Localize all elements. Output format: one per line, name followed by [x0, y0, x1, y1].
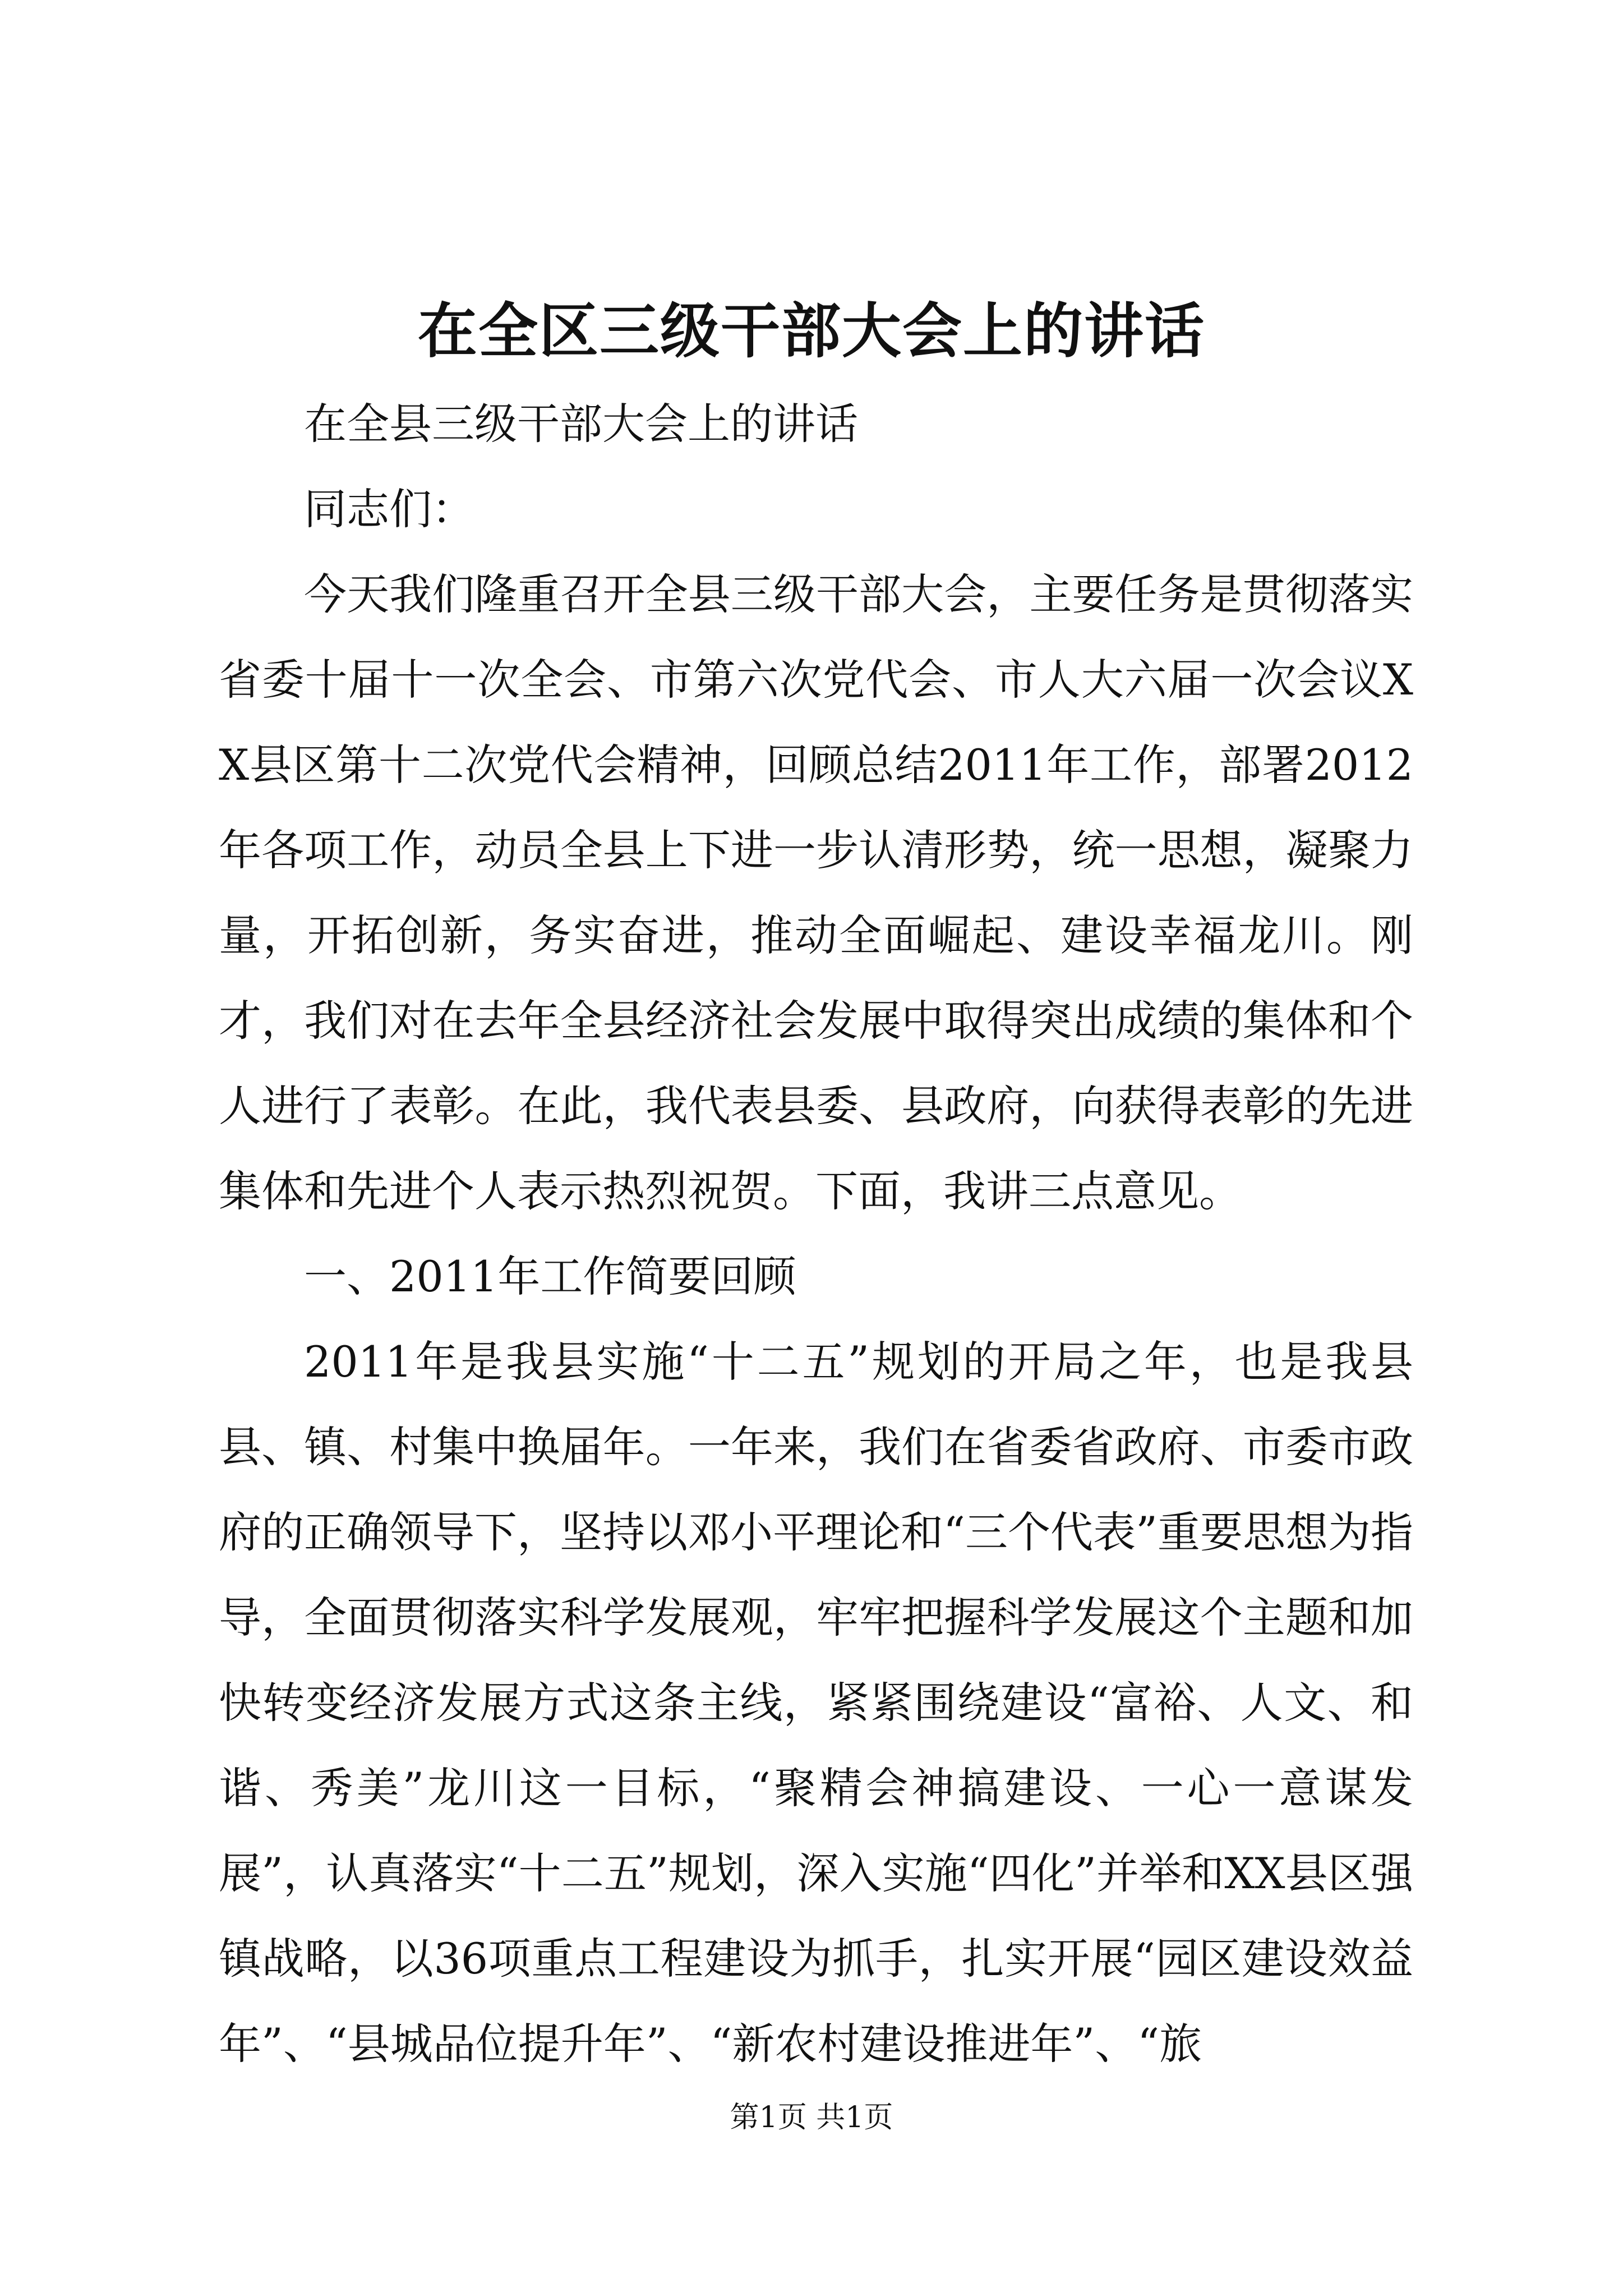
body-paragraph-intro: 今天我们隆重召开全县三级干部大会，主要任务是贯彻落实省委十届十一次全会、市第六次党代会、市人大六届一次会议XX县区第十二次党代会精神，回顾总结2011年工作，部署2012年各项工作，动员全县上下进一步认清形势，统一思想，凝聚力量，开拓创新，务实奋进，推动全面崛起、建设幸福龙川。刚才，我们对在去年全县经济社会发展中取得突出成绩的集体和个人进行了表彰。在此，我代表县委、县政府，向获得表彰的先进集体和先进个人表示热烈祝贺。下面，我讲三点意见。: [219, 569, 1413, 1216]
body-paragraph-review: 2011年是我县实施“十二五”规划的开局之年，也是我县县、镇、村集中换届年。一年来，我们在省委省政府、市委市政府的正确领导下，坚持以邓小平理论和“三个代表”重要思想为指导，全面贯彻落实科学发展观，牢牢把握科学发展这个主题和加快转变经济发展方式这条主线，紧紧围绕建设“富裕、人文、和谐、秀美”龙川这一目标，“聚精会神搞建设、一心一意谋发展”，认真落实“十二五”规划，深入实施“四化”并举和XX县区强镇战略，以36项重点工程建设为抓手，扎实开展“园区建设效益年”、“县城品位提升年”、“新农村建设推进年”、“旅: [219, 1337, 1413, 2069]
document-title: 在全区三级干部大会上的讲话: [418, 296, 1205, 366]
salutation: 同志们：: [304, 484, 474, 534]
document-body: [219, 381, 1413, 2087]
speech-subtitle: 在全县三级干部大会上的讲话: [304, 399, 858, 449]
section-heading-1: 一、2011年工作简要回顾: [304, 1251, 796, 1301]
page-footer: 第1页 共1页: [730, 2101, 893, 2134]
